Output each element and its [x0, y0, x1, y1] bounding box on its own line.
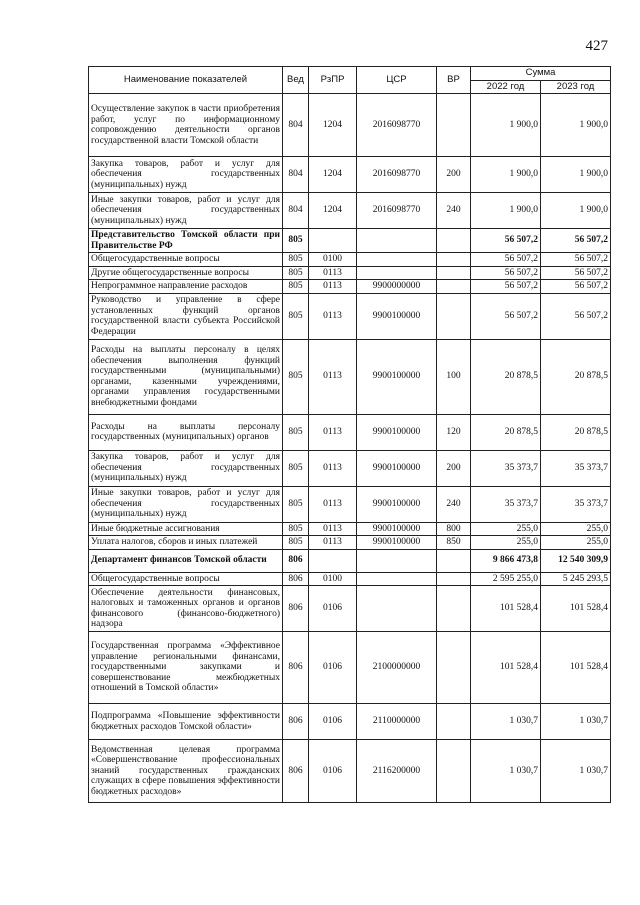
- row-name: Руководство и управление в сфере установленных функций органов государственной власти субъекта Российской Федерации: [89, 293, 283, 339]
- row-ved: 806: [283, 704, 309, 740]
- table-row: [89, 522, 611, 536]
- table-row: [89, 157, 611, 193]
- row-sum-2022: 56 507,2: [471, 266, 541, 280]
- row-sum-2023: 1 900,0: [541, 193, 611, 229]
- row-sum-2023: 255,0: [541, 536, 611, 550]
- row-vr: [437, 94, 471, 157]
- row-csr: 2116200000: [357, 740, 437, 803]
- page-number: 427: [585, 38, 608, 54]
- row-sum-2023: 1 030,7: [541, 740, 611, 803]
- table-row: [89, 704, 611, 740]
- row-sum-2023: 1 900,0: [541, 94, 611, 157]
- row-sum-2022: 1 900,0: [471, 94, 541, 157]
- row-sum-2023: 56 507,2: [541, 280, 611, 294]
- row-vr: [437, 549, 471, 572]
- budget-table: [88, 66, 611, 803]
- row-vr: 120: [437, 414, 471, 450]
- header-sum: Сумма: [471, 67, 611, 81]
- row-sum-2023: 56 507,2: [541, 266, 611, 280]
- row-ved: 806: [283, 572, 309, 586]
- row-csr: [357, 253, 437, 267]
- row-sum-2023: 20 878,5: [541, 414, 611, 450]
- table-row: [89, 549, 611, 572]
- row-vr: [437, 704, 471, 740]
- row-rzpr: 1204: [309, 157, 357, 193]
- row-sum-2022: 20 878,5: [471, 339, 541, 414]
- row-ved: 805: [283, 253, 309, 267]
- row-name: Закупка товаров, работ и услуг для обеспечения государственных (муниципальных) нужд: [89, 450, 283, 486]
- row-name: Другие общегосударственные вопросы: [89, 266, 283, 280]
- row-sum-2023: 12 540 309,9: [541, 549, 611, 572]
- row-sum-2023: 56 507,2: [541, 293, 611, 339]
- row-csr: 2016098770: [357, 193, 437, 229]
- row-rzpr: 0113: [309, 536, 357, 550]
- row-ved: 805: [283, 280, 309, 294]
- row-rzpr: 0113: [309, 450, 357, 486]
- row-ved: 806: [283, 632, 309, 704]
- row-ved: 804: [283, 157, 309, 193]
- table-row: [89, 414, 611, 450]
- table-row: [89, 266, 611, 280]
- row-sum-2023: 1 030,7: [541, 704, 611, 740]
- row-sum-2022: 1 030,7: [471, 704, 541, 740]
- row-name: Иные закупки товаров, работ и услуг для обеспечения государственных (муниципальных) нужд: [89, 486, 283, 522]
- row-sum-2022: 101 528,4: [471, 632, 541, 704]
- row-ved: 805: [283, 339, 309, 414]
- row-vr: 850: [437, 536, 471, 550]
- row-sum-2023: 35 373,7: [541, 450, 611, 486]
- row-csr: 9900100000: [357, 293, 437, 339]
- table-row: [89, 229, 611, 253]
- row-vr: [437, 572, 471, 586]
- row-ved: 805: [283, 450, 309, 486]
- row-rzpr: 1204: [309, 94, 357, 157]
- row-sum-2023: 56 507,2: [541, 253, 611, 267]
- row-vr: [437, 229, 471, 253]
- row-csr: 9900100000: [357, 486, 437, 522]
- table-row: [89, 740, 611, 803]
- row-csr: 9900100000: [357, 536, 437, 550]
- row-ved: 805: [283, 414, 309, 450]
- row-vr: [437, 586, 471, 632]
- row-ved: 804: [283, 94, 309, 157]
- row-rzpr: 0113: [309, 486, 357, 522]
- row-csr: 9900100000: [357, 339, 437, 414]
- row-name: Подпрограмма «Повышение эффективности бюджетных расходов Томской области»: [89, 704, 283, 740]
- row-vr: [437, 280, 471, 294]
- row-name: Уплата налогов, сборов и иных платежей: [89, 536, 283, 550]
- row-csr: 2016098770: [357, 157, 437, 193]
- row-sum-2022: 56 507,2: [471, 253, 541, 267]
- row-rzpr: [309, 549, 357, 572]
- row-sum-2022: 255,0: [471, 536, 541, 550]
- row-rzpr: 0113: [309, 414, 357, 450]
- row-sum-2022: 1 900,0: [471, 193, 541, 229]
- row-ved: 805: [283, 229, 309, 253]
- row-ved: 805: [283, 293, 309, 339]
- row-vr: 240: [437, 193, 471, 229]
- row-sum-2022: 56 507,2: [471, 293, 541, 339]
- row-sum-2023: 20 878,5: [541, 339, 611, 414]
- row-sum-2022: 35 373,7: [471, 486, 541, 522]
- row-rzpr: 0106: [309, 704, 357, 740]
- row-sum-2023: 35 373,7: [541, 486, 611, 522]
- row-csr: 9900100000: [357, 414, 437, 450]
- row-sum-2022: 56 507,2: [471, 229, 541, 253]
- row-name: Представительство Томской области при Правительстве РФ: [89, 229, 283, 253]
- table-row: [89, 280, 611, 294]
- row-sum-2022: 1 030,7: [471, 740, 541, 803]
- row-rzpr: 0106: [309, 586, 357, 632]
- header-ved: Вед: [283, 67, 309, 94]
- row-rzpr: 0113: [309, 339, 357, 414]
- row-rzpr: [309, 229, 357, 253]
- row-csr: [357, 266, 437, 280]
- row-vr: [437, 632, 471, 704]
- row-name: Иные бюджетные ассигнования: [89, 522, 283, 536]
- table-row: [89, 94, 611, 157]
- row-rzpr: 0113: [309, 280, 357, 294]
- row-name: Ведомственная целевая программа «Совершенствование профессиональных знаний государственных гражданских служащих в сфере повышения эффективности бюджетных расходов»: [89, 740, 283, 803]
- row-sum-2023: 5 245 293,5: [541, 572, 611, 586]
- row-name: Департамент финансов Томской области: [89, 549, 283, 572]
- table-row: [89, 450, 611, 486]
- row-rzpr: 0100: [309, 572, 357, 586]
- table-row: [89, 339, 611, 414]
- header-name: Наименование показателей: [89, 67, 283, 94]
- row-csr: [357, 549, 437, 572]
- table-row: [89, 293, 611, 339]
- row-vr: 240: [437, 486, 471, 522]
- row-ved: 805: [283, 486, 309, 522]
- row-csr: 9900100000: [357, 522, 437, 536]
- row-sum-2023: 101 528,4: [541, 632, 611, 704]
- header-vr: ВР: [437, 67, 471, 94]
- table-row: [89, 253, 611, 267]
- row-name: Государственная программа «Эффективное управление региональными финансами, государственными закупками и совершенствование межбюджетных отношений в Томской области»: [89, 632, 283, 704]
- row-csr: [357, 229, 437, 253]
- row-csr: 2016098770: [357, 94, 437, 157]
- table-row: [89, 586, 611, 632]
- row-sum-2022: 255,0: [471, 522, 541, 536]
- row-csr: 9900100000: [357, 450, 437, 486]
- row-ved: 805: [283, 522, 309, 536]
- row-sum-2023: 56 507,2: [541, 229, 611, 253]
- table-row: [89, 486, 611, 522]
- row-csr: 2110000000: [357, 704, 437, 740]
- row-rzpr: 0106: [309, 740, 357, 803]
- header-2022: 2022 год: [471, 80, 541, 94]
- row-name: Осуществление закупок в части приобретения работ, услуг по информационному сопровождению деятельности органов государственной власти Томской области: [89, 94, 283, 157]
- row-sum-2022: 2 595 255,0: [471, 572, 541, 586]
- row-ved: 804: [283, 193, 309, 229]
- row-name: Иные закупки товаров, работ и услуг для обеспечения государственных (муниципальных) нужд: [89, 193, 283, 229]
- row-sum-2023: 101 528,4: [541, 586, 611, 632]
- row-vr: 200: [437, 450, 471, 486]
- row-ved: 805: [283, 536, 309, 550]
- row-name: Расходы на выплаты персоналу государственных (муниципальных) органов: [89, 414, 283, 450]
- row-sum-2022: 35 373,7: [471, 450, 541, 486]
- table-row: [89, 632, 611, 704]
- row-sum-2023: 1 900,0: [541, 157, 611, 193]
- row-sum-2022: 101 528,4: [471, 586, 541, 632]
- row-rzpr: 0113: [309, 522, 357, 536]
- row-vr: 200: [437, 157, 471, 193]
- row-vr: [437, 293, 471, 339]
- row-vr: [437, 740, 471, 803]
- row-sum-2022: 20 878,5: [471, 414, 541, 450]
- row-sum-2022: 1 900,0: [471, 157, 541, 193]
- table-row: [89, 572, 611, 586]
- row-ved: 806: [283, 549, 309, 572]
- row-name: Обеспечение деятельности финансовых, налоговых и таможенных органов и органов финансового (финансово-бюджетного) надзора: [89, 586, 283, 632]
- row-ved: 806: [283, 586, 309, 632]
- row-name: Закупка товаров, работ и услуг для обеспечения государственных (муниципальных) нужд: [89, 157, 283, 193]
- row-name: Общегосударственные вопросы: [89, 253, 283, 267]
- row-ved: 806: [283, 740, 309, 803]
- row-rzpr: 0106: [309, 632, 357, 704]
- row-rzpr: 1204: [309, 193, 357, 229]
- row-rzpr: 0100: [309, 253, 357, 267]
- row-vr: 100: [437, 339, 471, 414]
- row-sum-2022: 56 507,2: [471, 280, 541, 294]
- row-csr: 2100000000: [357, 632, 437, 704]
- row-vr: [437, 253, 471, 267]
- row-vr: [437, 266, 471, 280]
- header-rzpr: РзПР: [309, 67, 357, 94]
- row-csr: [357, 586, 437, 632]
- table-row: [89, 536, 611, 550]
- row-vr: 800: [437, 522, 471, 536]
- row-csr: 9900000000: [357, 280, 437, 294]
- row-rzpr: 0113: [309, 266, 357, 280]
- row-name: Общегосударственные вопросы: [89, 572, 283, 586]
- header-2023: 2023 год: [541, 80, 611, 94]
- row-name: Расходы на выплаты персоналу в целях обеспечения выполнения функций государственными (муниципальными) органами, казенными учреждениями, органами управления государственными внебюджетными фондами: [89, 339, 283, 414]
- header-csr: ЦСР: [357, 67, 437, 94]
- table-row: [89, 193, 611, 229]
- row-name: Непрограммное направление расходов: [89, 280, 283, 294]
- row-csr: [357, 572, 437, 586]
- row-sum-2022: 9 866 473,8: [471, 549, 541, 572]
- row-ved: 805: [283, 266, 309, 280]
- row-sum-2023: 255,0: [541, 522, 611, 536]
- row-rzpr: 0113: [309, 293, 357, 339]
